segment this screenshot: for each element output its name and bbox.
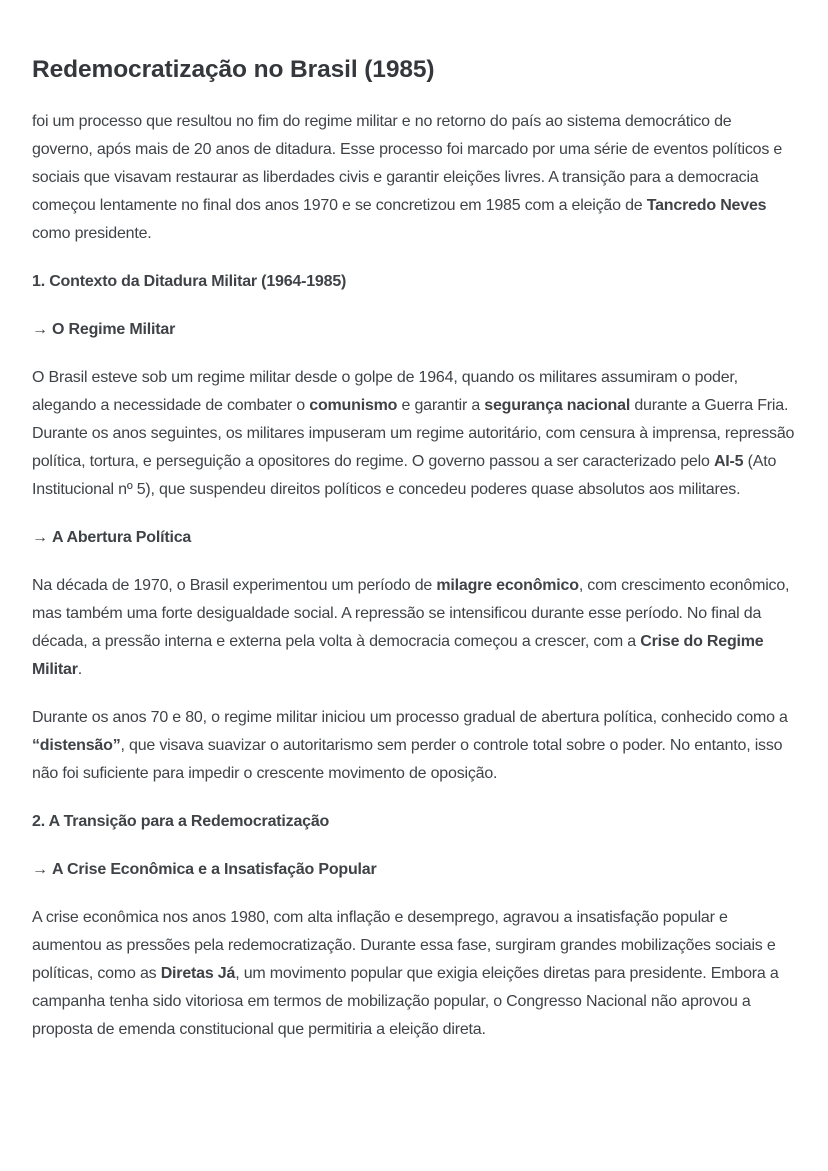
bold-text-run: segurança nacional — [484, 397, 631, 414]
text-run: Na década de 1970, o Brasil experimentou um período de — [32, 577, 437, 594]
arrow-right-icon: → — [32, 529, 53, 546]
text-run: , com crescimento econômico, mas também uma forte desigualdade social. A repressão se intensificou durante esse período. No final da década, a pressão interna e externa pela volta à democracia começou a crescer, com a — [32, 577, 790, 650]
text-run: , um movimento popular que exigia eleições diretas para presidente. Embora a campanha tenha sido vitoriosa em termos de mobilização popular, o Congresso Nacional não aprovou a proposta de emenda constitucional que permitiria a eleição direta. — [32, 965, 779, 1038]
bold-text-run: “distensão” — [32, 737, 121, 754]
document-content — [32, 54, 795, 1044]
bold-text-run: milagre econômico — [436, 577, 579, 594]
bold-text-run: AI-5 — [713, 453, 744, 470]
bold-text-run: 1. Contexto da Ditadura Militar (1964-1985) — [32, 273, 347, 290]
bold-text-run: O Regime Militar — [52, 321, 176, 338]
subheading-o-regime-militar — [32, 316, 795, 344]
bold-text-run: Redemocratização no Brasil (1985) — [32, 56, 435, 83]
bold-text-run: comunismo — [309, 397, 398, 414]
text-run: . — [77, 661, 82, 678]
bold-text-run: Diretas Já — [160, 965, 236, 982]
text-run: (Ato Institucional nº 5), que suspendeu direitos políticos e concedeu poderes quase absolutos aos militares. — [32, 453, 777, 498]
text-run: durante a Guerra Fria. Durante os anos seguintes, os militares impuseram um regime autoritário, com censura à imprensa, repressão política, tortura, e perseguição a opositores do regime. O governo passou a ser caracterizado pelo — [32, 397, 795, 470]
paragraph-crise-economica — [32, 904, 795, 1044]
text-run: como presidente. — [32, 225, 152, 242]
heading-contexto-ditadura-militar — [32, 268, 795, 296]
text-run: A crise econômica nos anos 1980, com alta inflação e desemprego, agravou a insatisfação popular e aumentou as pressões pela redemocratização. Durante essa fase, surgiram grandes mobilizações sociais e políticas, como as — [32, 909, 776, 982]
arrow-right-icon: → — [32, 321, 53, 338]
subheading-crise-economica-insatisfacao — [32, 856, 795, 884]
doc-title — [32, 54, 795, 86]
arrow-right-icon: → — [32, 861, 53, 878]
subheading-a-abertura-politica — [32, 524, 795, 552]
text-run: O Brasil esteve sob um regime militar desde o golpe de 1964, quando os militares assumiram o poder, alegando a necessidade de combater o — [32, 369, 738, 414]
bold-text-run: Crise do Regime Militar — [32, 633, 764, 678]
paragraph-distensao — [32, 704, 795, 788]
text-run: foi um processo que resultou no fim do regime militar e no retorno do país ao sistema democrático de governo, após mais de 20 anos de ditadura. Esse processo foi marcado por uma série de eventos políticos e sociais que visavam restaurar as liberdades civis e garantir eleições livres. A transição para a democracia começou lentamente no final dos anos 1970 e se concretizou em 1985 com a eleição de — [32, 113, 783, 214]
bold-text-run: 2. A Transição para a Redemocratização — [32, 813, 330, 830]
text-run: , que visava suavizar o autoritarismo sem perder o controle total sobre o poder. No entanto, isso não foi suficiente para impedir o crescente movimento de oposição. — [32, 737, 783, 782]
bold-text-run: A Abertura Política — [52, 529, 192, 546]
paragraph-regime-militar — [32, 364, 795, 504]
bold-text-run: A Crise Econômica e a Insatisfação Popular — [52, 861, 377, 878]
heading-transicao-redemocratizacao — [32, 808, 795, 836]
text-run: Durante os anos 70 e 80, o regime militar iniciou um processo gradual de abertura política, conhecido como a — [32, 709, 788, 726]
paragraph-milagre-economico — [32, 572, 795, 684]
paragraph-intro — [32, 108, 795, 248]
bold-text-run: Tancredo Neves — [646, 197, 767, 214]
text-run: e garantir a — [397, 397, 485, 414]
